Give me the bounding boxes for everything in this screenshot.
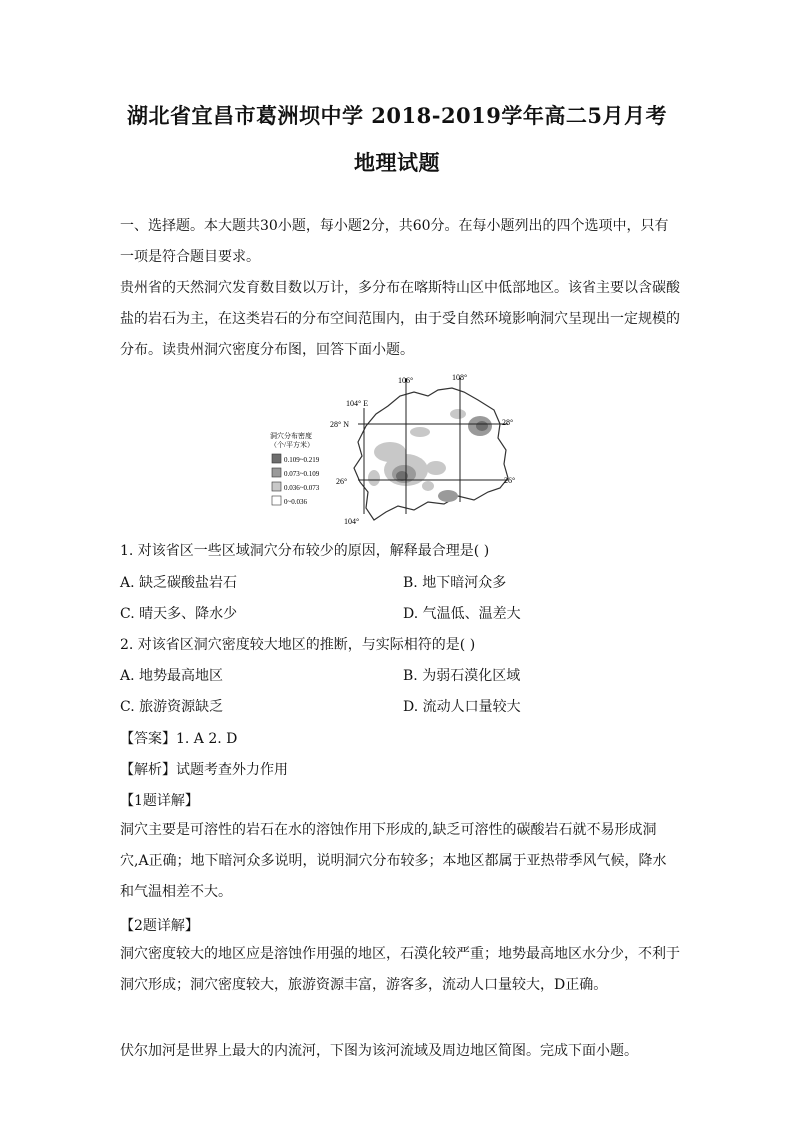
- lat-label-26-right: 26°: [504, 476, 516, 485]
- question-passage: 贵州省的天然洞穴发育数目数以万计，多分布在喀斯特山区中低部地区。该省主要以含碳酸盐的岩石为主，在这类岩石的分布空间范围内，由于受自然环境影响洞穴呈现出一定规模的分布。读贵州洞穴密度分布图，回答下面小题。: [120, 280, 680, 358]
- section-intro: 一、选择题。本大题共30小题，每小题2分，共60分。在每小题列出的四个选项中，只有一项是符合题目要求。: [120, 218, 669, 265]
- question-1-option-c: C. 晴天多、降水少: [120, 606, 238, 622]
- legend-swatch-1: [272, 454, 281, 463]
- question-2-option-b: B. 为弱石漠化区域: [403, 668, 521, 684]
- analysis-line: 【解析】试题考查外力作用: [120, 762, 288, 778]
- question-1-option-b: B. 地下暗河众多: [403, 575, 507, 591]
- lon-label-104: 104°: [344, 517, 360, 526]
- legend-swatch-4: [272, 496, 281, 505]
- question-2-option-c: C. 旅游资源缺乏: [120, 699, 224, 715]
- legend-unit: （个/平方米）: [270, 441, 314, 449]
- question-1-stem: 1. 对该省区一些区域洞穴分布较少的原因，解释最合理是( ): [120, 543, 490, 559]
- legend-label-4: 0~0.036: [284, 498, 308, 506]
- legend-label-1: 0.109~0.219: [284, 456, 320, 464]
- lat-label-26-left: 26°: [336, 477, 348, 486]
- lon-label-106: 106°: [398, 376, 414, 385]
- map-legend: [270, 431, 320, 506]
- document-title: 湖北省宜昌市葛洲坝中学 2018-2019学年高二5月月考: [126, 103, 668, 128]
- lon-label-104e: 104° E: [346, 399, 369, 408]
- cave-density-map: [268, 374, 530, 526]
- legend-label-3: 0.036~0.073: [284, 484, 320, 492]
- detail-2-text: 洞穴密度较大的地区应是溶蚀作用强的地区，石漠化较严重；地势最高地区水分少，不利于洞穴形成；洞穴密度较大，旅游资源丰富，游客多，流动人口量较大，D正确。: [120, 946, 680, 993]
- legend-swatch-3: [272, 482, 281, 491]
- answer-line: 【答案】1. A 2. D: [120, 731, 238, 747]
- lat-label-28: 28°: [502, 418, 514, 427]
- question-2-stem: 2. 对该省区洞穴密度较大地区的推断，与实际相符的是( ): [120, 637, 476, 653]
- lon-label-108: 108°: [452, 374, 468, 382]
- detail-1-text: 洞穴主要是可溶性的岩石在水的溶蚀作用下形成的,缺乏可溶性的碳酸岩石就不易形成洞穴,A正确；地下暗河众多说明，说明洞穴分布较多；本地区都属于亚热带季风气候，降水和气温相差不大。: [120, 822, 667, 900]
- question-2-option-d: D. 流动人口量较大: [403, 699, 521, 715]
- next-passage: 伏尔加河是世界上最大的内流河，下图为该河流域及周边地区简图。完成下面小题。: [120, 1043, 638, 1059]
- lat-label-28n: 28° N: [330, 420, 349, 429]
- question-1-option-d: D. 气温低、温差大: [403, 606, 521, 622]
- legend-label-2: 0.073~0.109: [284, 470, 320, 478]
- legend-swatch-2: [272, 468, 281, 477]
- detail-1-heading: 【1题详解】: [120, 793, 199, 809]
- question-1-option-a: A. 缺乏碳酸盐岩石: [120, 575, 238, 591]
- legend-title: 洞穴分布密度: [270, 432, 312, 440]
- document-subtitle: 地理试题: [354, 150, 440, 175]
- question-2-option-a: A. 地势最高地区: [120, 668, 224, 684]
- detail-2-heading: 【2题详解】: [120, 918, 199, 934]
